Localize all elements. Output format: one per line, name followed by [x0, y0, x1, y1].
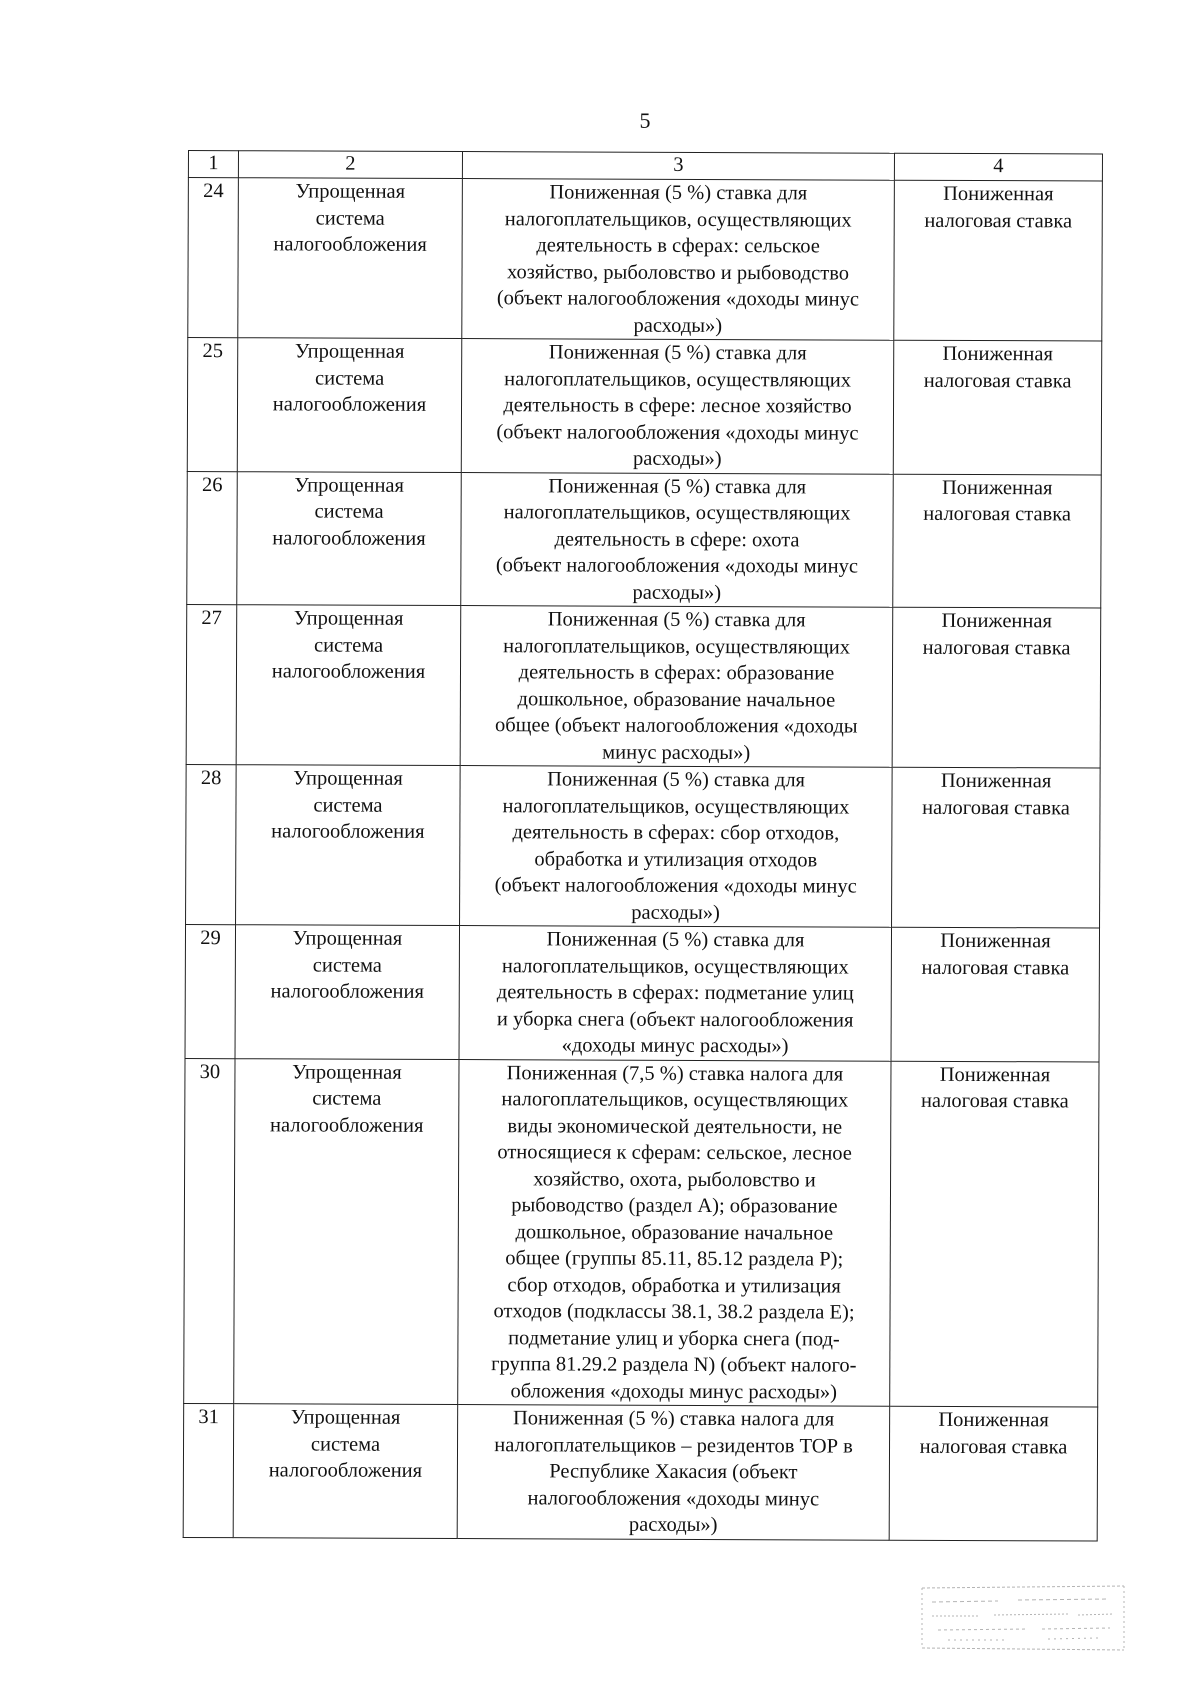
- benefit-description-text: Пониженная (7,5 %) ставка налога для налогоплательщиков, осуществляющих виды экономической деятельности, не относящиеся к сферам: сельское, лесное хозяйство, охота, рыболовство и рыбоводство (раздел А); образование дошкольное, образование начальное общее (группы 85.11, 85.12 раздела Р); сбор отходов, обработка и утилизация отходов (подклассы 38.1, 38.2 раздела Е); подметание улиц и уборка снега (под- группа 81.29.2 раздела N) (объект налого- обложения «доходы минус расходы»): [491, 1061, 857, 1404]
- benefit-type-text: Пониженная налоговая ставка: [919, 1408, 1068, 1458]
- table-row: [188, 178, 1103, 342]
- tax-regime-cell: [235, 925, 460, 1059]
- benefit-description-text: Пониженная (5 %) ставка для налогоплательщиков, осуществляющих деятельность в сфере: охота (объект налогообложения «доходы минус расходы»): [495, 474, 859, 604]
- benefit-description-cell: [458, 1059, 891, 1406]
- header-cell-2: 2: [238, 151, 462, 179]
- tax-regime-text: Упрощенная система налогообложения: [272, 473, 426, 550]
- benefit-description-cell: [459, 926, 892, 1061]
- benefit-description-cell: [460, 766, 893, 928]
- benefit-type-text: Пониженная налоговая ставка: [921, 929, 1070, 979]
- tax-regime-cell: [236, 765, 461, 926]
- benefit-description-text: Пониженная (5 %) ставка для налогоплательщиков, осуществляющих деятельность в сферах: сельское хозяйство, рыболовство и рыбоводство (объект налогообложения «доходы минус расходы»): [496, 181, 860, 337]
- tax-benefits-table: [183, 150, 1103, 1541]
- tax-regime-cell: [234, 1058, 459, 1404]
- benefit-description-text: Пониженная (5 %) ставка налога для налогоплательщиков – резидентов ТОР в Республике Хакасия (объект налогообложения «доходы минус расходы»): [494, 1407, 853, 1537]
- benefit-type-cell: [891, 927, 1100, 1061]
- benefit-type-cell: [893, 340, 1102, 474]
- row-number-text: 29: [200, 927, 221, 950]
- row-number-cell: [184, 1058, 235, 1404]
- tax-regime-text: Упрощенная система налогообложения: [270, 927, 424, 1003]
- tax-regime-cell: [237, 471, 462, 605]
- table-row: [185, 924, 1100, 1061]
- row-number-text: 28: [200, 767, 222, 790]
- tax-regime-text: Упрощенная система налогообложения: [273, 180, 427, 256]
- benefit-type-text: Пониженная налоговая ставка: [923, 342, 1072, 392]
- page-number: 5: [639, 108, 651, 133]
- benefit-type-cell: [892, 767, 1101, 928]
- table-row: [183, 1403, 1098, 1540]
- benefit-type-text: Пониженная налоговая ставка: [923, 476, 1072, 526]
- benefit-type-text: Пониженная налоговая ставка: [922, 609, 1071, 659]
- benefit-description-text: Пониженная (5 %) ставка для налогоплательщиков, осуществляющих деятельность в сферах: образование дошкольное, образование начальное общее (объект налогообложения «доходы минус расходы»): [494, 608, 858, 764]
- benefit-type-text: Пониженная налоговая ставка: [924, 182, 1073, 232]
- benefit-description-cell: [462, 179, 895, 341]
- benefit-description-cell: [461, 339, 894, 474]
- benefit-description-cell: [457, 1405, 890, 1540]
- benefit-description-cell: [461, 472, 894, 607]
- table-row: [184, 1058, 1099, 1407]
- benefit-type-cell: [893, 474, 1102, 608]
- row-number-cell: [186, 604, 237, 764]
- benefit-type-cell: [889, 1406, 1098, 1540]
- tax-regime-text: Упрощенная система налогообложения: [271, 767, 425, 843]
- row-number-text: 25: [202, 340, 224, 363]
- row-number-cell: [185, 924, 236, 1058]
- row-number-cell: [183, 1403, 234, 1537]
- table-header-row: [188, 151, 1102, 182]
- row-number-text: 30: [199, 1060, 221, 1083]
- tax-regime-cell: [237, 338, 462, 472]
- table-body: [183, 151, 1102, 1541]
- header-cell-1: 1: [188, 151, 238, 178]
- benefit-description-text: Пониженная (5 %) ставка для налогоплательщиков, осуществляющих деятельность в сферах: сбор отходов, обработка и утилизация отходов (объект налогообложения «доходы минус расходы»): [494, 768, 857, 924]
- row-number-cell: [188, 178, 239, 338]
- tax-regime-text: Упрощенная система налогообложения: [271, 607, 426, 683]
- row-number-cell: [186, 764, 237, 924]
- benefit-description-text: Пониженная (5 %) ставка для налогоплательщиков, осуществляющих деятельность в сфере: лесное хозяйство (объект налогообложения «доходы минус расходы»): [496, 341, 859, 471]
- row-number-cell: [187, 471, 238, 605]
- row-number-text: 24: [203, 180, 224, 203]
- tax-regime-text: Упрощенная система налогообложения: [268, 1406, 423, 1482]
- benefit-type-cell: [894, 180, 1103, 341]
- header-cell-3: 3: [462, 152, 894, 181]
- table-row: [186, 604, 1101, 768]
- tax-regime-text: Упрощенная система налогообложения: [270, 1060, 424, 1137]
- row-number-text: 31: [198, 1406, 219, 1429]
- benefit-description-text: Пониженная (5 %) ставка для налогоплательщиков, осуществляющих деятельность в сферах: подметание улиц и уборка снега (объект налогообложения «доходы минус расходы»): [496, 928, 854, 1058]
- benefit-description-cell: [460, 606, 893, 768]
- tax-regime-cell: [236, 605, 461, 766]
- tax-regime-cell: [233, 1404, 458, 1538]
- table-row: [187, 471, 1102, 608]
- table-row: [187, 338, 1102, 475]
- benefit-type-text: Пониженная налоговая ставка: [920, 1063, 1069, 1113]
- row-number-cell: [187, 338, 238, 472]
- tax-regime-cell: [238, 178, 463, 339]
- row-number-text: 26: [201, 473, 223, 496]
- table-row: [186, 764, 1101, 928]
- tax-regime-text: Упрощенная система налогообложения: [272, 340, 427, 416]
- benefit-type-cell: [890, 1061, 1099, 1407]
- benefit-type-text: Пониженная налоговая ставка: [922, 769, 1070, 819]
- registration-stamp: [918, 1582, 1130, 1654]
- row-number-text: 27: [201, 607, 222, 630]
- header-cell-4: 4: [894, 153, 1102, 181]
- benefit-type-cell: [892, 607, 1101, 768]
